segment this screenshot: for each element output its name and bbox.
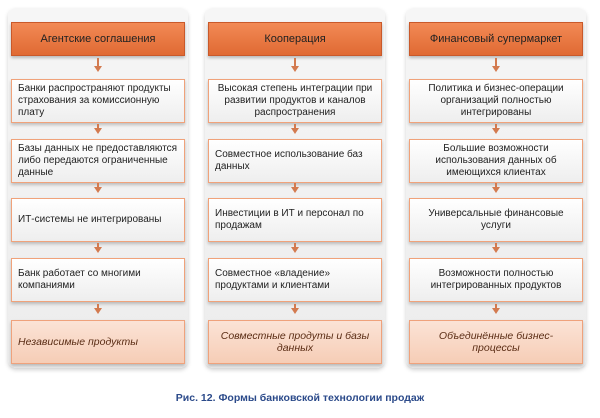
feature-box: Инвестиции в ИТ и персонал по продажам [208, 198, 382, 242]
result-box: Объединённые бизнес-процессы [409, 320, 583, 364]
feature-box: Банк работает со многими компаниями [11, 258, 185, 302]
arrow-down-icon [291, 308, 299, 314]
arrow-down-icon [94, 308, 102, 314]
column-header: Финансовый супермаркет [409, 22, 583, 56]
column-header: Кооперация [208, 22, 382, 56]
arrow-down-icon [94, 66, 102, 72]
feature-box: Совместное «владение» продуктами и клиентами [208, 258, 382, 302]
arrow-down-icon [291, 66, 299, 72]
arrow-down-icon [291, 247, 299, 253]
arrow-down-icon [492, 128, 500, 134]
arrow-down-icon [492, 308, 500, 314]
feature-box: Большие возможности использования данных об имеющихся клиентах [409, 139, 583, 183]
feature-box: ИТ-системы не интегрированы [11, 198, 185, 242]
feature-box: Возможности полностью интегрированных продуктов [409, 258, 583, 302]
arrow-down-icon [492, 247, 500, 253]
feature-box: Универсальные финансовые услуги [409, 198, 583, 242]
feature-box: Политика и бизнес-операции организаций полностью интегрированы [409, 79, 583, 123]
connector-arrow [294, 58, 296, 66]
feature-box: Базы данных не предоставляются либо передаются ограниченные данные [11, 139, 185, 183]
connector-arrow [97, 58, 99, 66]
arrow-down-icon [94, 187, 102, 193]
arrow-down-icon [492, 187, 500, 193]
column-financial-supermarket [406, 0, 586, 380]
arrow-down-icon [94, 128, 102, 134]
arrow-down-icon [492, 66, 500, 72]
arrow-down-icon [291, 128, 299, 134]
result-box: Независимые продукты [11, 320, 185, 364]
feature-box: Высокая степень интеграции при развитии продуктов и каналов распространения [208, 79, 382, 123]
arrow-down-icon [94, 247, 102, 253]
arrow-down-icon [291, 187, 299, 193]
figure-caption: Рис. 12. Формы банковской технологии продаж [175, 392, 425, 404]
feature-box: Банки распространяют продукты страхования за комиссионную плату [11, 79, 185, 123]
feature-box: Совместное использование баз данных [208, 139, 382, 183]
connector-arrow [495, 58, 497, 66]
result-box: Совместные продуты и базы данных [208, 320, 382, 364]
column-header: Агентские соглашения [11, 22, 185, 56]
column-cooperation [205, 0, 385, 380]
column-agent-agreements [8, 0, 188, 380]
